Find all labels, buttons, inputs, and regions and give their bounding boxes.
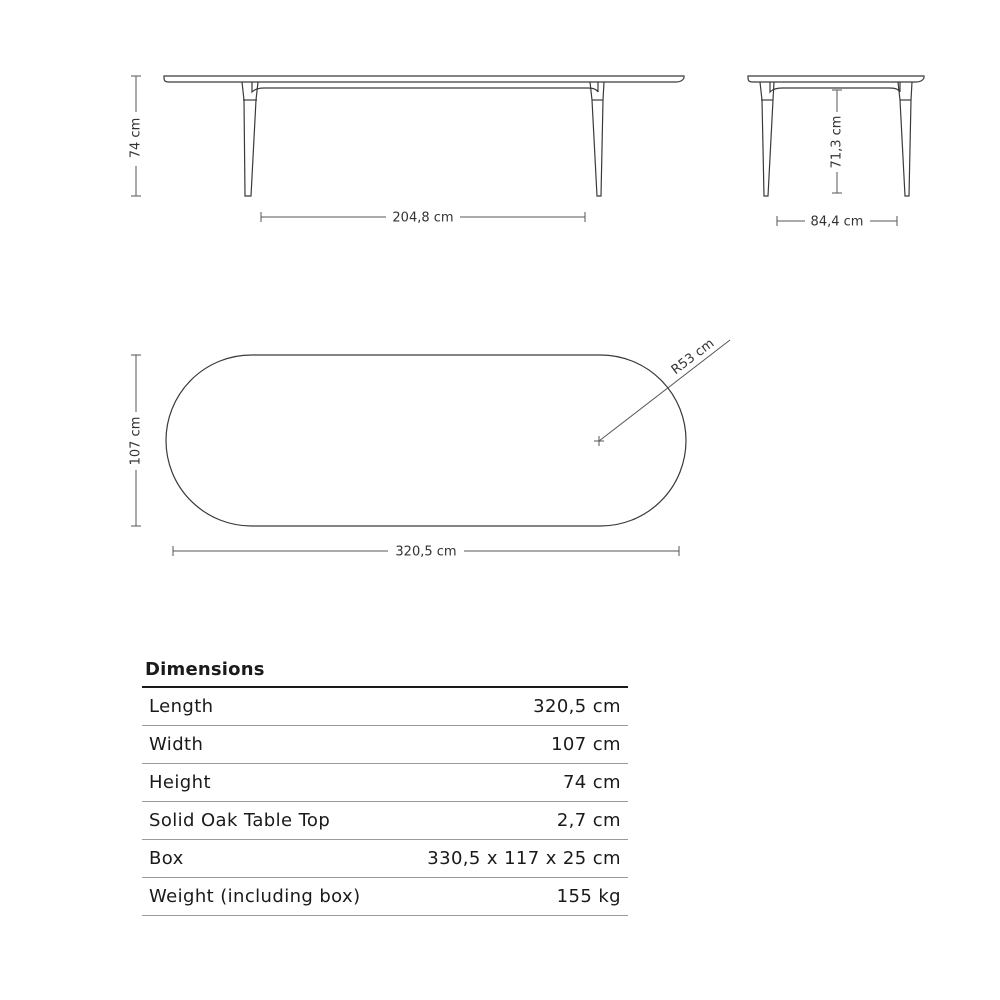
spec-row-width	[142, 726, 628, 764]
top-view-tabletop-outline	[166, 355, 686, 526]
spec-label: Weight (including box)	[149, 886, 361, 907]
spec-label: Height	[149, 772, 211, 793]
spec-row-tabletop	[142, 802, 628, 840]
spec-value: 155 kg	[556, 886, 621, 907]
spec-value: 107 cm	[551, 734, 621, 755]
side-view	[164, 76, 684, 196]
side-view-tabletop	[164, 76, 684, 82]
top-length-label: 320,5 cm	[395, 544, 457, 560]
spec-label: Solid Oak Table Top	[149, 810, 331, 831]
spec-value: 74 cm	[562, 772, 621, 793]
spec-label: Length	[149, 696, 214, 717]
spec-row-length	[142, 688, 628, 726]
side-view-left-leg	[242, 82, 258, 196]
spec-label: Box	[149, 848, 184, 869]
side-height-label: 74 cm	[128, 117, 144, 159]
side-length-label: 204,8 cm	[392, 210, 454, 226]
side-view-right-leg	[590, 82, 604, 196]
end-view-right-leg	[898, 82, 912, 196]
spec-label: Width	[149, 734, 204, 755]
radius-leader-line	[599, 340, 730, 441]
dimensions-title: Dimensions	[145, 659, 265, 680]
spec-value: 330,5 x 117 x 25 cm	[427, 848, 621, 869]
top-width-label: 107 cm	[128, 416, 144, 466]
spec-value: 320,5 cm	[533, 696, 621, 717]
radius-label: R53 cm	[668, 336, 718, 378]
spec-value: 2,7 cm	[556, 810, 621, 831]
side-view-apron	[252, 82, 598, 92]
end-view-left-leg	[760, 82, 774, 196]
end-height-label: 71,3 cm	[829, 115, 845, 169]
end-width-label: 84,4 cm	[810, 214, 864, 230]
end-view-tabletop	[748, 76, 924, 82]
spec-row-box	[142, 840, 628, 878]
spec-row-weight	[142, 878, 628, 916]
dimensions-table	[142, 658, 628, 916]
spec-row-height	[142, 764, 628, 802]
